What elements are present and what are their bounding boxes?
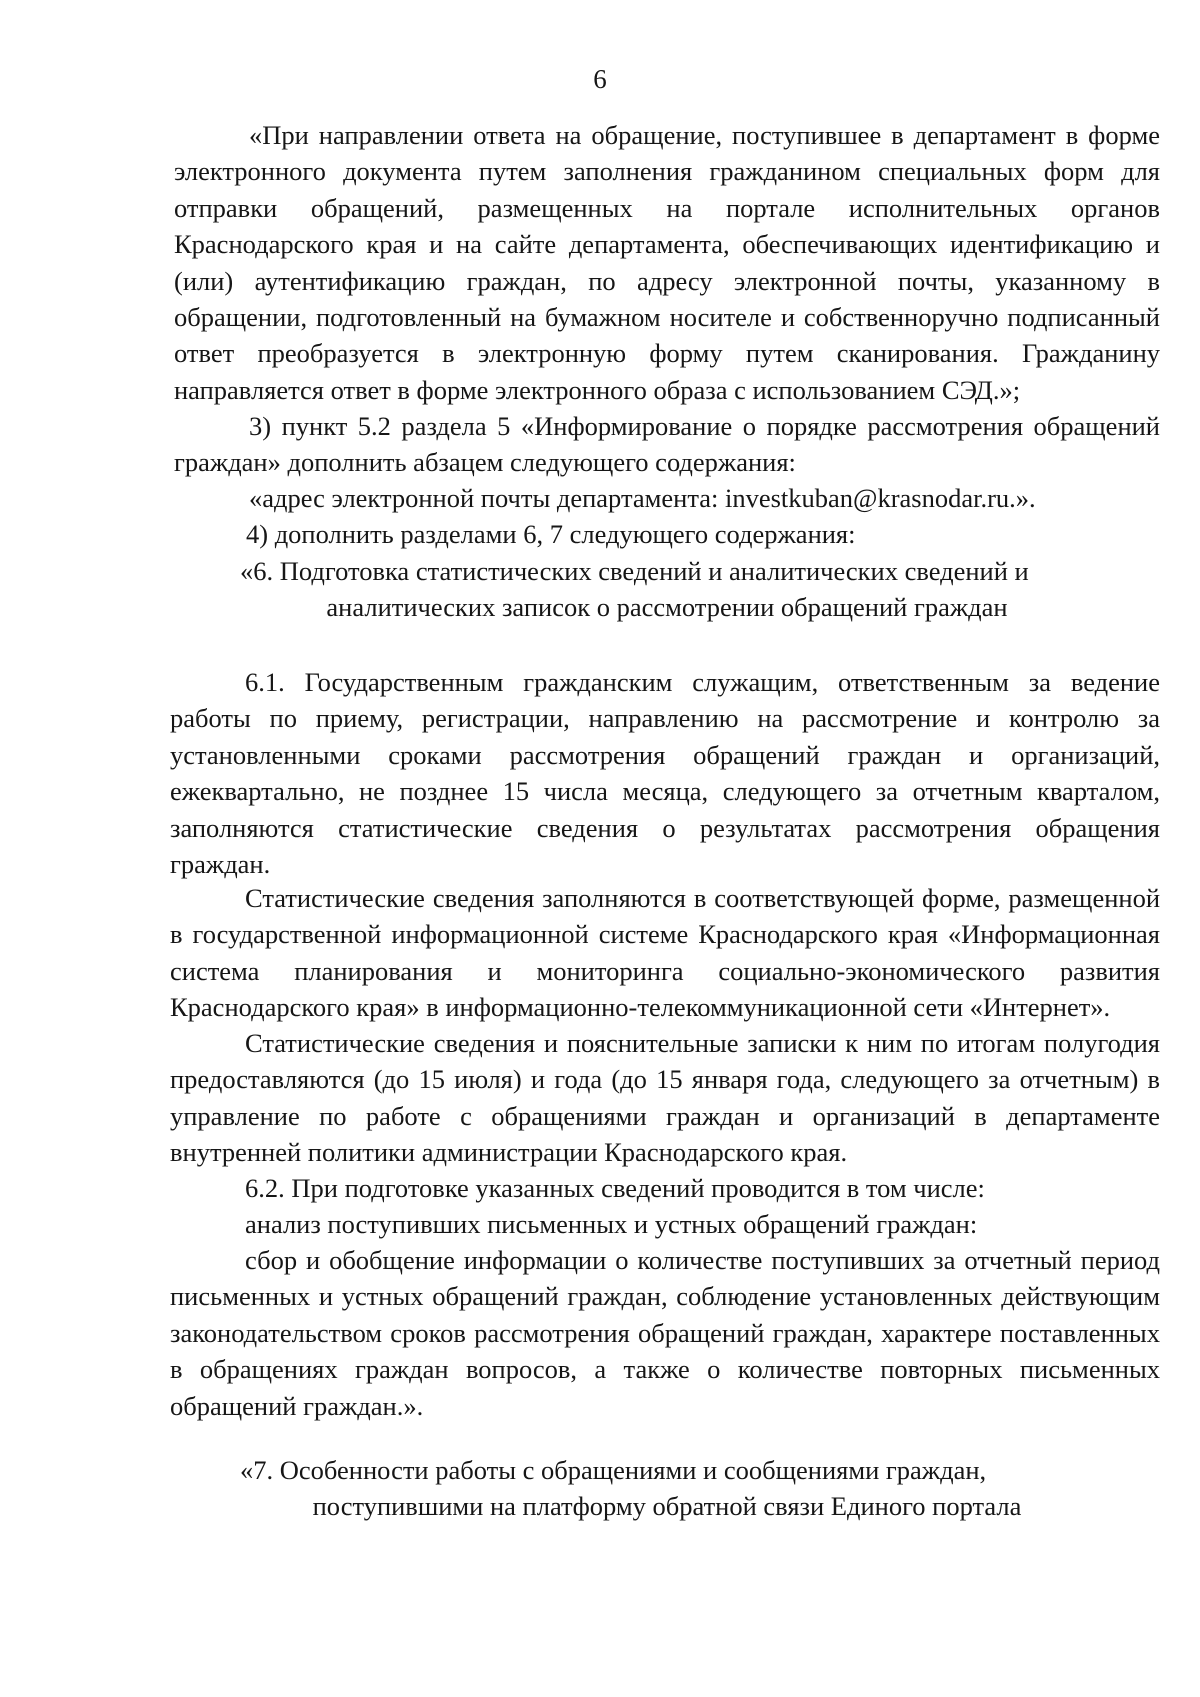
section-7-heading-line-1: «7. Особенности работы с обращениями и сообщениями граждан, — [240, 1455, 987, 1485]
paragraph-statistics-form: Статистические сведения заполняются в соответствующей форме, размещенной в государственной информационной системе Краснодарского края «Информационная система планирования и мониторинга социально-экономического развития Краснодарского края» в информационно-телекоммуникационной сети «Интернет». — [170, 883, 1160, 1023]
section-6-heading-line-2: аналитических записок о рассмотрении обращений граждан — [326, 592, 1008, 622]
paragraph-6-1: 6.1. Государственным гражданским служащим, ответственным за ведение работы по приему, регистрации, направлению на рассмотрение и контролю за установленными сроками рассмотрения обращений граждан и организаций, ежеквартально, не позднее 15 числа месяца, следующего за отчетным кварталом, заполняются статистические сведения о результатах рассмотрения обращения граждан. — [170, 667, 1160, 880]
section-6-heading-line-1: «6. Подготовка статистических сведений и аналитических сведений и — [240, 556, 1029, 586]
paragraph-item-4: 4) дополнить разделами 6, 7 следующего содержания: — [246, 519, 856, 549]
paragraph-email-address: «адрес электронной почты департамента: investkuban@krasnodar.ru.». — [249, 483, 1036, 513]
paragraph-reply-procedure: «При направлении ответа на обращение, поступившее в департамент в форме электронного документа путем заполнения гражданином специальных форм для отправки обращений, размещенных на портале исполнительных органов Краснодарского края и на сайте департамента, обеспечивающих идентификацию и (или) аутентификацию граждан, по адресу электронной почты, указанному в обращении, подготовленный на бумажном носителе и собственноручно подписанный ответ преобразуется в электронную форму путем сканирования. Гражданину направляется ответ в форме электронного образа с использованием СЭД.»; — [174, 120, 1160, 405]
paragraph-6-2: 6.2. При подготовке указанных сведений проводится в том числе: — [245, 1173, 985, 1203]
paragraph-statistics-deadlines: Статистические сведения и пояснительные записки к ним по итогам полугодия предоставляются (до 15 июля) и года (до 15 января года, следующего за отчетным) в управление по работе с обращениями граждан и организаций в департаменте внутренней политики администрации Краснодарского края. — [170, 1028, 1160, 1168]
page-number: 6 — [593, 64, 607, 94]
paragraph-item-3: 3) пункт 5.2 раздела 5 «Информирование о порядке рассмотрения обращений граждан» дополнить абзацем следующего содержания: — [174, 411, 1160, 478]
paragraph-data-collection: сбор и обобщение информации о количестве поступивших за отчетный период письменных и устных обращений граждан, соблюдение установленных действующим законодательством сроков рассмотрения обращений граждан, характере поставленных в обращениях граждан вопросов, а также о количестве повторных письменных обращений граждан.». — [170, 1245, 1160, 1421]
paragraph-analysis: анализ поступивших письменных и устных обращений граждан: — [245, 1209, 978, 1239]
section-7-heading-line-2: поступившими на платформу обратной связи Единого портала — [312, 1491, 1022, 1521]
